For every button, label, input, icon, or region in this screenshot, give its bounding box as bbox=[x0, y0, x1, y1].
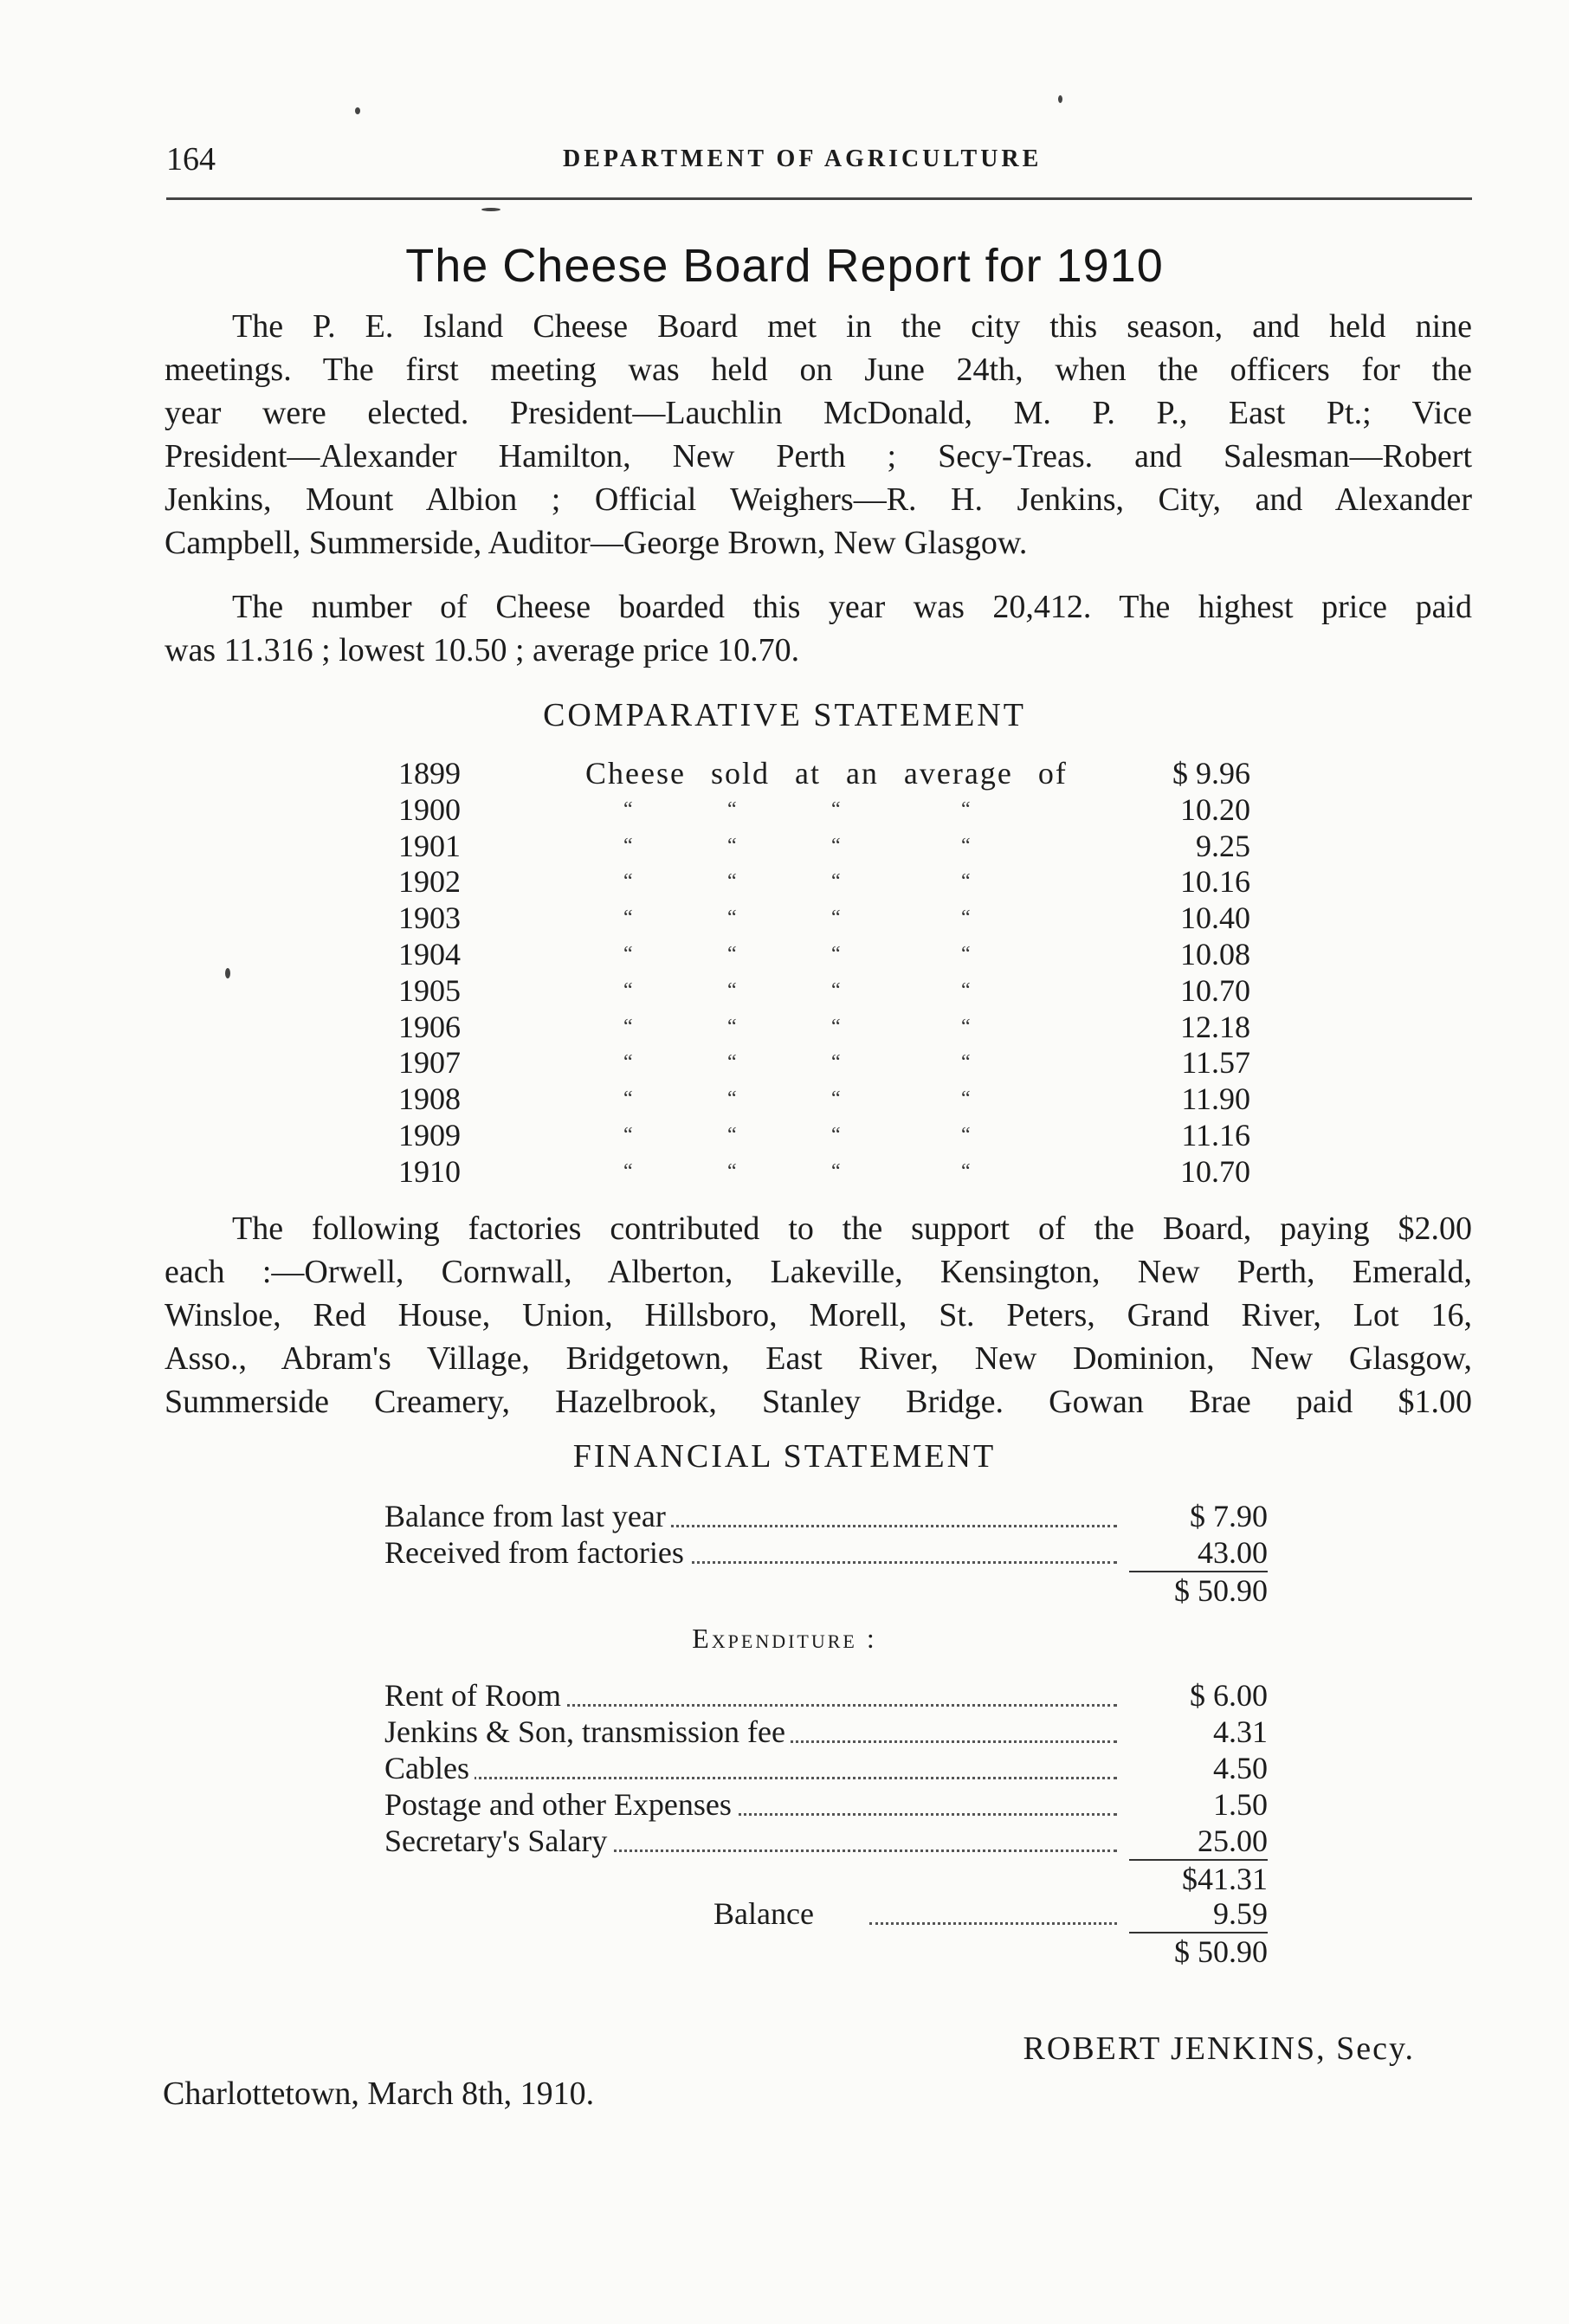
leader-dots bbox=[869, 1922, 1117, 1925]
ditto-mark: “ bbox=[961, 1015, 971, 1038]
ditto-mark: “ bbox=[831, 907, 841, 930]
ditto-mark: “ bbox=[727, 870, 737, 894]
comparative-year: 1908 bbox=[398, 1081, 461, 1117]
ditto-mark: “ bbox=[961, 1088, 971, 1111]
ditto-mark: “ bbox=[727, 1015, 737, 1038]
comparative-row bbox=[398, 1009, 1256, 1045]
ditto-mark: “ bbox=[727, 978, 737, 1002]
comparative-price: 10.70 bbox=[1180, 972, 1250, 1008]
ditto-mark: “ bbox=[831, 870, 841, 894]
expenditure-heading: Expenditure : bbox=[692, 1623, 877, 1654]
expenditure-amount: 4.31 bbox=[1213, 1714, 1268, 1749]
expenditure-row bbox=[384, 1677, 1268, 1714]
comparative-price: 11.57 bbox=[1181, 1045, 1250, 1081]
ditto-mark: “ bbox=[727, 834, 737, 857]
expenditures-total-row bbox=[384, 1859, 1268, 1895]
intro-line: President—Alexander Hamilton, New Perth ; Secy-Treas. and Salesman—Robert bbox=[165, 438, 1472, 474]
running-title: DEPARTMENT OF AGRICULTURE bbox=[563, 145, 1043, 172]
receipt-label: Received from factories bbox=[384, 1534, 689, 1571]
balance-label: Balance bbox=[713, 1895, 819, 1932]
comparative-year: 1909 bbox=[398, 1117, 461, 1152]
comparative-row bbox=[398, 863, 1256, 900]
receipt-amount: $ 7.90 bbox=[1190, 1499, 1268, 1533]
ditto-mark: “ bbox=[831, 942, 841, 965]
intro-paragraph bbox=[165, 305, 1472, 565]
ditto-mark: “ bbox=[623, 978, 633, 1002]
receipt-row bbox=[384, 1498, 1268, 1534]
factories-line: Summerside Creamery, Hazelbrook, Stanley Bridge. Gowan Brae paid $1.00 bbox=[165, 1384, 1472, 1420]
ditto-mark: “ bbox=[961, 907, 971, 930]
factories-paragraph bbox=[165, 1207, 1472, 1423]
ditto-mark: “ bbox=[623, 1159, 633, 1183]
comparative-row bbox=[398, 1081, 1256, 1117]
comparative-row bbox=[398, 936, 1256, 972]
comparative-year: 1905 bbox=[398, 972, 461, 1008]
ditto-mark: “ bbox=[831, 1015, 841, 1038]
comparative-row bbox=[398, 972, 1256, 1009]
factories-line: Winsloe, Red House, Union, Hillsboro, Morell, St. Peters, Grand River, Lot 16, bbox=[165, 1297, 1472, 1333]
ditto-mark: “ bbox=[727, 907, 737, 930]
comparative-year: 1903 bbox=[398, 901, 461, 936]
page-number: 164 bbox=[166, 141, 216, 178]
intro-line: meetings. The first meeting was held on June 24th, when the officers for the bbox=[165, 352, 1472, 388]
comparative-price: 11.90 bbox=[1181, 1081, 1250, 1117]
comparative-year: 1904 bbox=[398, 936, 461, 972]
comparative-year: 1902 bbox=[398, 864, 461, 900]
comparative-row bbox=[398, 1117, 1256, 1153]
comparative-year: 1910 bbox=[398, 1153, 461, 1189]
receipt-amount: 43.00 bbox=[1129, 1534, 1268, 1572]
financial-table bbox=[384, 1498, 1268, 1968]
ditto-mark: “ bbox=[623, 797, 633, 821]
receipts-total: $ 50.90 bbox=[1129, 1571, 1268, 1609]
scan-speck bbox=[355, 107, 360, 114]
expenditure-label: Postage and other Expenses bbox=[384, 1786, 737, 1823]
intro-line: Campbell, Summerside, Auditor—George Brown, New Glasgow. bbox=[165, 525, 1028, 561]
balance-amount: 9.59 bbox=[1129, 1895, 1268, 1933]
grand-total-row bbox=[384, 1932, 1268, 1968]
signature: ROBERT JENKINS, Secy. bbox=[1023, 2030, 1415, 2067]
ditto-mark: “ bbox=[961, 797, 971, 821]
financial-heading: FINANCIAL STATEMENT bbox=[572, 1438, 997, 1475]
expenditure-row bbox=[384, 1786, 1268, 1823]
ditto-mark: “ bbox=[961, 834, 971, 857]
comparative-row bbox=[398, 1044, 1256, 1081]
comparative-price: 12.18 bbox=[1180, 1009, 1250, 1044]
expenditure-amount: 4.50 bbox=[1213, 1751, 1268, 1785]
comparative-table bbox=[398, 755, 1256, 1190]
intro-line: year were elected. President—Lauchlin McDonald, M. P. P., East Pt.; Vice bbox=[165, 395, 1472, 431]
comparative-price: 10.20 bbox=[1180, 791, 1250, 827]
ditto-mark: “ bbox=[961, 978, 971, 1002]
comparative-price: 9.25 bbox=[1196, 828, 1250, 863]
comparative-year: 1907 bbox=[398, 1045, 461, 1081]
comparative-heading: COMPARATIVE STATEMENT bbox=[543, 697, 1026, 733]
ditto-mark: “ bbox=[961, 942, 971, 965]
comparative-year: 1906 bbox=[398, 1009, 461, 1044]
ditto-mark: “ bbox=[623, 834, 633, 857]
expenditure-amount: 25.00 bbox=[1129, 1823, 1268, 1861]
ditto-mark: “ bbox=[623, 870, 633, 894]
ditto-mark: “ bbox=[623, 942, 633, 965]
factories-line: each :—Orwell, Cornwall, Alberton, Lakeville, Kensington, New Perth, Emerald, bbox=[165, 1254, 1472, 1290]
ditto-mark: “ bbox=[831, 1051, 841, 1075]
expenditure-row bbox=[384, 1714, 1268, 1750]
leader-dots bbox=[384, 1777, 1117, 1779]
comparative-row bbox=[398, 828, 1256, 864]
receipt-label: Balance from last year bbox=[384, 1498, 671, 1534]
ditto-mark: “ bbox=[727, 1051, 737, 1075]
ditto-mark: “ bbox=[727, 942, 737, 965]
ditto-mark: “ bbox=[831, 834, 841, 857]
expenditure-amount: 1.50 bbox=[1213, 1787, 1268, 1822]
comparative-price: 10.16 bbox=[1180, 864, 1250, 900]
comparative-year: 1901 bbox=[398, 828, 461, 863]
ditto-mark: “ bbox=[623, 1123, 633, 1146]
comparative-price: $ 9.96 bbox=[1172, 756, 1250, 791]
comparative-price: 11.16 bbox=[1181, 1117, 1250, 1152]
expenditure-label: Secretary's Salary bbox=[384, 1823, 612, 1859]
ditto-mark: “ bbox=[623, 1051, 633, 1075]
stats-paragraph bbox=[165, 585, 1472, 672]
expenditure-amount: $ 6.00 bbox=[1190, 1678, 1268, 1713]
comparative-year: 1899 bbox=[398, 756, 461, 791]
ditto-mark: “ bbox=[623, 1015, 633, 1038]
ditto-mark: “ bbox=[961, 1159, 971, 1183]
ditto-mark: “ bbox=[831, 1123, 841, 1146]
factories-line: The following factories contributed to the support of the Board, paying $2.00 bbox=[232, 1210, 1472, 1247]
place-date: Charlottetown, March 8th, 1910. bbox=[163, 2075, 595, 2112]
stats-line: was 11.316 ; lowest 10.50 ; average price 10.70. bbox=[165, 632, 800, 668]
scan-speck bbox=[225, 968, 230, 978]
report-title: The Cheese Board Report for 1910 bbox=[405, 240, 1164, 292]
balance-row bbox=[384, 1895, 1268, 1932]
comparative-row bbox=[398, 900, 1256, 936]
intro-line: Jenkins, Mount Albion ; Official Weighers—R. H. Jenkins, City, and Alexander bbox=[165, 481, 1472, 518]
expenditure-label: Cables bbox=[384, 1750, 475, 1786]
ditto-mark: “ bbox=[961, 1123, 971, 1146]
ditto-mark: “ bbox=[831, 1159, 841, 1183]
scan-speck bbox=[481, 208, 500, 211]
expenditure-label: Jenkins & Son, transmission fee bbox=[384, 1714, 791, 1750]
comparative-row bbox=[398, 791, 1256, 828]
ditto-mark: “ bbox=[727, 1088, 737, 1111]
header-rule bbox=[166, 197, 1472, 200]
ditto-mark: “ bbox=[961, 1051, 971, 1075]
comparative-price: 10.08 bbox=[1180, 936, 1250, 972]
ditto-mark: “ bbox=[727, 1123, 737, 1146]
comparative-row bbox=[398, 1153, 1256, 1190]
receipt-row bbox=[384, 1534, 1268, 1571]
comparative-year: 1900 bbox=[398, 791, 461, 827]
ditto-mark: “ bbox=[961, 870, 971, 894]
ditto-mark: “ bbox=[831, 978, 841, 1002]
expenditure-row bbox=[384, 1823, 1268, 1859]
comparative-row bbox=[398, 755, 1256, 791]
comparative-description: Cheese sold at an average of bbox=[585, 756, 1068, 791]
comparative-price: 10.40 bbox=[1180, 901, 1250, 936]
expenditures-total: $41.31 bbox=[1129, 1859, 1268, 1897]
factories-line: Asso., Abram's Village, Bridgetown, East River, New Dominion, New Glasgow, bbox=[165, 1340, 1472, 1377]
scan-speck bbox=[1058, 95, 1062, 103]
receipts-total-row bbox=[384, 1571, 1268, 1607]
grand-total: $ 50.90 bbox=[1129, 1932, 1268, 1970]
intro-line: The P. E. Island Cheese Board met in the city this season, and held nine bbox=[232, 308, 1472, 345]
ditto-mark: “ bbox=[727, 1159, 737, 1183]
expenditure-row bbox=[384, 1750, 1268, 1786]
comparative-price: 10.70 bbox=[1180, 1153, 1250, 1189]
ditto-mark: “ bbox=[623, 907, 633, 930]
ditto-mark: “ bbox=[623, 1088, 633, 1111]
expenditure-label: Rent of Room bbox=[384, 1677, 566, 1714]
ditto-mark: “ bbox=[727, 797, 737, 821]
ditto-mark: “ bbox=[831, 1088, 841, 1111]
stats-line: The number of Cheese boarded this year was 20,412. The highest price paid bbox=[232, 589, 1472, 625]
ditto-mark: “ bbox=[831, 797, 841, 821]
